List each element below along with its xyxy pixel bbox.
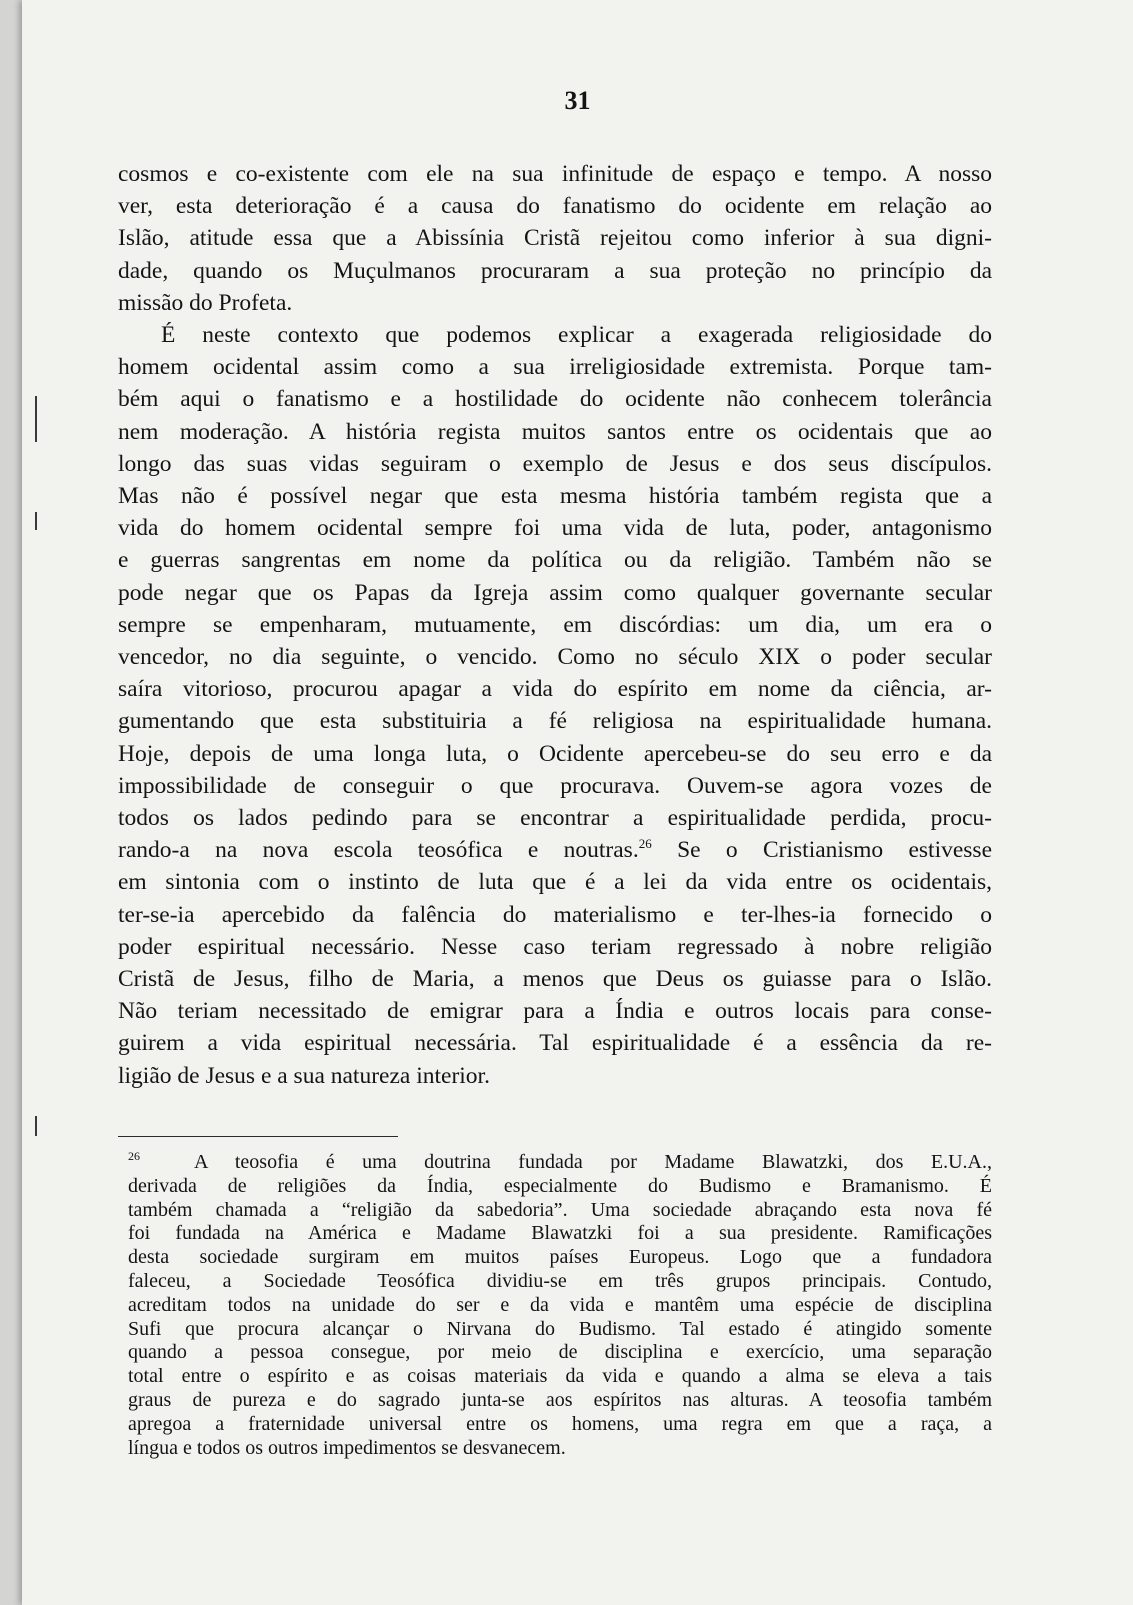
paragraph-2-line bbox=[118, 319, 992, 351]
paragraph-2-line: Cristã de Jesus, filho de Maria, a menos que Deus os guiasse para o Islão. bbox=[118, 966, 992, 993]
footnote-line: derivada de religiões da Índia, especialmente do Budismo e Bramanismo. É bbox=[128, 1174, 992, 1197]
paragraph-2-line: bém aqui o fanatismo e a hostilidade do ocidente não conhecem tolerância bbox=[118, 386, 992, 413]
footnote bbox=[128, 1151, 992, 1460]
page-edge-mark bbox=[35, 512, 37, 530]
page-edge-mark bbox=[35, 396, 37, 442]
paragraph-2-line: homem ocidental assim como a sua irreligiosidade extremista. Porque tam- bbox=[118, 354, 992, 381]
paragraph-2-line: impossibilidade de conseguir o que procurava. Ouvem-se agora vozes de bbox=[118, 772, 992, 799]
footnote-line: foi fundada na América e Madame Blawatzki foi a sua presidente. Ramificações bbox=[128, 1222, 992, 1245]
paragraph-2-line: em sintonia com o instinto de luta que é a lei da vida entre os ocidentais, bbox=[118, 869, 992, 896]
paragraph-2-line: Mas não é possível negar que esta mesma história também regista que a bbox=[118, 483, 992, 510]
paragraph-2-line: gumentando que esta substituiria a fé religiosa na espiritualidade humana. bbox=[118, 708, 992, 735]
paragraph-2-line: sempre se empenharam, mutuamente, em discórdias: um dia, um era o bbox=[118, 611, 992, 638]
footnote-line: desta sociedade surgiram em muitos países Europeus. Logo que a fundadora bbox=[128, 1246, 992, 1269]
footnote-line: acreditam todos na unidade do ser e da vida e mantêm uma espécie de disciplina bbox=[128, 1293, 992, 1316]
paragraph-1-line: Islão, atitude essa que a Abissínia Cristã rejeitou como inferior à sua digni- bbox=[118, 225, 992, 252]
footnote-marker: 26 bbox=[128, 1149, 140, 1164]
paragraph-2-line: ter-se-ia apercebido da falência do materialismo e ter-lhes-ia fornecido o bbox=[118, 901, 992, 928]
paragraph-2-line: poder espiritual necessário. Nesse caso teriam regressado à nobre religião bbox=[118, 933, 992, 960]
paragraph-2-text: rando-a na nova escola teosófica e noutras. bbox=[118, 837, 639, 864]
footnote-line: quando a pessoa consegue, por meio de disciplina e exercício, uma separação bbox=[128, 1341, 992, 1364]
page-edge-mark bbox=[35, 1116, 37, 1136]
paragraph-2-line: todos os lados pedindo para se encontrar a espiritualidade perdida, procu- bbox=[118, 805, 992, 832]
paragraph-2-text: Se o Cristianismo estivesse bbox=[651, 837, 992, 864]
paragraph-2-line: longo das suas vidas seguiram o exemplo de Jesus e dos seus discípulos. bbox=[118, 450, 992, 477]
paragraph-2-line: pode negar que os Papas da Igreja assim como qualquer governante secular bbox=[118, 579, 992, 606]
paragraph-1-line: ver, esta deterioração é a causa do fanatismo do ocidente em relação ao bbox=[118, 193, 992, 220]
footnote-line: Sufi que procura alcançar o Nirvana do Budismo. Tal estado é atingido somente bbox=[128, 1317, 992, 1340]
footnote-line: graus de pureza e do sagrado junta-se aos espíritos nas alturas. A teosofia também bbox=[128, 1388, 992, 1411]
paragraph-2-line: Hoje, depois de uma longa luta, o Ocidente apercebeu-se do seu erro e da bbox=[118, 740, 992, 767]
footnote-divider bbox=[118, 1136, 398, 1137]
paragraph-2-line: vida do homem ocidental sempre foi uma vida de luta, poder, antagonismo bbox=[118, 515, 992, 542]
footnote-line: apregoa a fraternidade universal entre os homens, uma regra em que a raça, a bbox=[128, 1412, 992, 1435]
footnote-line: total entre o espírito e as coisas materiais da vida e quando a alma se eleva a tais bbox=[128, 1365, 992, 1388]
footnote-first-text: A teosofia é uma doutrina fundada por Madame Blawatzki, dos E.U.A., bbox=[194, 1151, 992, 1173]
paragraph-1-line: cosmos e co-existente com ele na sua infinitude de espaço e tempo. A nosso bbox=[118, 161, 992, 187]
footnote-line: também chamada a “religião da sabedoria”. Uma sociedade abraçando esta nova fé bbox=[128, 1198, 992, 1221]
paragraph-2-line: e guerras sangrentas em nome da política ou da religião. Também não se bbox=[118, 547, 992, 574]
footnote-line: língua e todos os outros impedimentos se desvanecem. bbox=[128, 1436, 566, 1459]
footnote-line bbox=[128, 1151, 992, 1175]
paragraph-1-line: missão do Profeta. bbox=[118, 289, 293, 316]
book-page bbox=[22, 0, 1133, 1605]
paragraph-2-line bbox=[118, 834, 992, 866]
paragraph-2-line: nem moderação. A história regista muitos santos entre os ocidentais que ao bbox=[118, 418, 992, 445]
body-text bbox=[118, 158, 992, 1092]
page-number: 31 bbox=[564, 86, 591, 115]
paragraph-2-line: Não teriam necessitado de emigrar para a Índia e outros locais para conse- bbox=[118, 998, 992, 1025]
footnote-reference[interactable]: 26 bbox=[638, 836, 652, 852]
paragraph-2-line: saíra vitorioso, procurou apagar a vida do espírito em nome da ciência, ar- bbox=[118, 676, 992, 703]
footnote-line: faleceu, a Sociedade Teosófica dividiu-se em três grupos principais. Contudo, bbox=[128, 1269, 992, 1292]
paragraph-2-line: vencedor, no dia seguinte, o vencido. Como no século XIX o poder secular bbox=[118, 644, 992, 671]
paragraph-2-line: ligião de Jesus e a sua natureza interior. bbox=[118, 1062, 490, 1089]
paragraph-2-line: guirem a vida espiritual necessária. Tal espiritualidade é a essência da re- bbox=[118, 1030, 992, 1057]
paragraph-1-line: dade, quando os Muçulmanos procuraram a sua proteção no princípio da bbox=[118, 257, 992, 284]
paragraph-2-first-text: É neste contexto que podemos explicar a exagerada religiosidade do bbox=[161, 322, 992, 349]
